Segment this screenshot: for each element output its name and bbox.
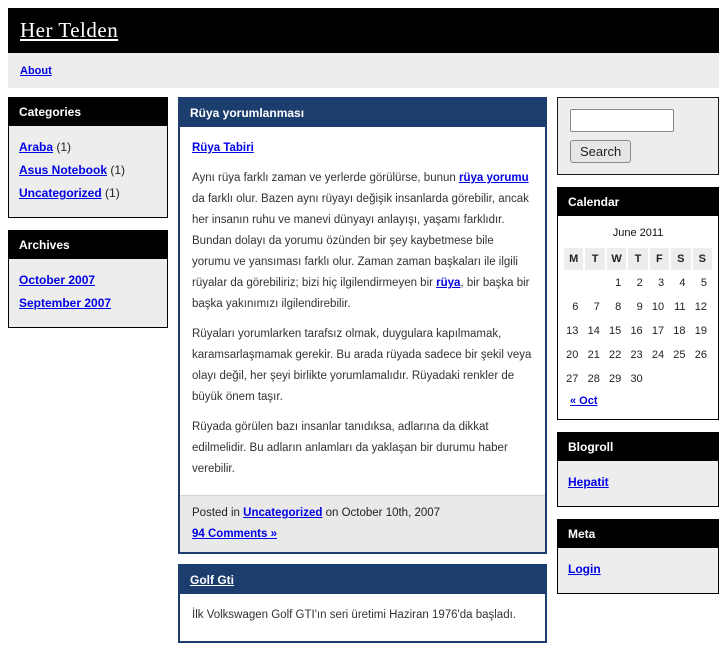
category-count: (1) [107,163,126,177]
calendar-day-cell: 19 [694,325,707,337]
blogroll-title: Blogroll [558,433,718,461]
blogroll-list [558,461,718,506]
calendar-day-cell: 5 [700,277,707,289]
calendar-title: Calendar [558,188,718,216]
post-intro-paragraph [192,138,533,159]
calendar-day-cell: 16 [630,325,643,337]
comments-line [192,524,533,545]
ruya-tabiri-link[interactable]: Rüya Tabiri [192,142,254,154]
calendar-day-cell: 2 [636,277,643,289]
categories-title: Categories [9,98,167,126]
calendar-footer [562,392,714,415]
calendar-day-cell: 30 [630,373,643,385]
calendar-day-cell: 17 [651,325,665,337]
post-paragraph-2: Rüyaları yorumlarken tarafsız olmak, duygulara kapılmamak, karamsarlaşmamak gerekir. Bu arada rüyada sadece bir şekil veya olayı değil, her şeyi birlikte yorumlamalıdır. Rüyadaki renkler de büyük önem taşır. [192,328,532,403]
category-count: (1) [101,186,120,200]
calendar-day-cell: 6 [572,301,579,313]
calendar-day-header: F [650,248,669,270]
calendar-day-header: T [585,248,604,270]
posted-in-line [192,503,533,524]
calendar-day-header: T [628,248,647,270]
calendar-day-header: S [671,248,690,270]
posted-date: on October 10th, 2007 [322,507,441,519]
calendar-day-cell: 23 [630,349,643,361]
archives-title: Archives [9,231,167,259]
archive-item [19,273,157,287]
calendar-week-row [564,296,712,318]
ruya-link[interactable]: rüya [436,277,461,289]
paragraph-text: da farklı olur. Bazen aynı rüyayı değişik insanlarda görebilir, ancak her insanın ruhu ve manevi dünyayı anlayışı, yaşamı farklıdır. Bundan dolayı da yorumu özünden bir şey kaybetmese bile yorumu ve yansıması farklı olur. Zaman zaman başkaları ile ilgili rüyalar da görebiliriz; bizi hiç ilgilendirmeyen bir [192,193,529,289]
archive-link-october-2007[interactable]: October 2007 [19,273,96,287]
blogroll-box [557,432,719,507]
calendar-day-cell [671,368,690,390]
content-columns [8,97,719,653]
site-title-link[interactable]: Her Telden [20,18,119,42]
calendar-day-header: M [564,248,583,270]
category-item [19,163,157,177]
calendar-prev-month-link[interactable]: « Oct [570,395,598,407]
calendar-day-cell: 22 [609,349,622,361]
ruya-yorumu-link[interactable]: rüya yorumu [458,172,529,184]
archive-item [19,296,157,310]
calendar-body [558,216,718,419]
post-title [180,566,545,594]
meta-item [568,562,708,576]
calendar-day-cell: 7 [593,301,600,313]
categories-list [9,126,167,217]
categories-box [8,97,168,218]
archive-link-september-2007[interactable]: September 2007 [19,296,112,310]
calendar-week-row [564,320,712,342]
calendar-week-row [564,344,712,366]
main-column [178,97,547,653]
calendar-day-cell: 14 [587,325,600,337]
meta-box [557,519,719,594]
site-header [8,8,719,53]
calendar-box [557,187,719,420]
calendar-day-cell: 27 [566,373,579,385]
left-sidebar [8,97,168,340]
paragraph-text: , bir başka bir başka yakınımızı ilgilendirebilir. [192,277,530,310]
calendar-day-cell: 4 [679,277,686,289]
comments-link[interactable]: 94 Comments » [192,528,278,540]
calendar-day-cell: 21 [587,349,600,361]
calendar-day-cell: 28 [587,373,600,385]
calendar-day-cell: 24 [651,349,665,361]
calendar-week-row [564,368,712,390]
search-button[interactable]: Search [570,140,631,163]
calendar-day-cell: 15 [609,325,622,337]
calendar-table [562,246,714,392]
post-paragraph-3: Rüyada görülen bazı insanlar tanıdıksa, adlarına da dikkat edilmelidir. Bu adların anlamları da yaklaşan bir durumu haber verebilir. [192,421,508,475]
calendar-day-cell [585,272,604,294]
post-footer [180,495,545,552]
calendar-caption: June 2011 [612,227,664,239]
calendar-day-cell: 1 [615,277,622,289]
calendar-week-row [564,272,712,294]
post-paragraph-1: İlk Volkswagen Golf GTI'ın seri üretimi Haziran 1976'da başladı. [192,609,516,621]
posted-category-link[interactable]: Uncategorized [243,507,323,519]
category-item [19,140,157,154]
calendar-day-cell: 3 [657,277,665,289]
calendar-day-cell: 26 [694,349,707,361]
calendar-day-cell [693,368,712,390]
calendar-day-cell: 29 [609,373,622,385]
calendar-day-cell: 20 [566,349,579,361]
nav-about-link[interactable]: About [20,64,52,77]
calendar-day-header: S [693,248,712,270]
category-link-asus-notebook[interactable]: Asus Notebook [19,163,108,177]
calendar-day-cell [650,368,669,390]
blogroll-item [568,475,708,489]
calendar-day-cell: 11 [674,301,686,313]
golf-gti-title-link[interactable]: Golf Gti [190,573,234,587]
calendar-day-cell: 8 [615,301,622,313]
meta-list [558,548,718,593]
post-title: Rüya yorumlanması [180,99,545,127]
blogroll-link-hepatit[interactable]: Hepatit [568,475,609,489]
post-golf-gti [178,564,547,643]
post-body [180,594,545,641]
right-sidebar [557,97,719,606]
paragraph-text: Aynı rüya farklı zaman ve yerlerde görülürse, bunun [192,172,459,184]
posted-prefix: Posted in [192,507,244,519]
calendar-day-header: W [607,248,626,270]
meta-title: Meta [558,520,718,548]
post-ruya-yorumlanmasi [178,97,547,554]
post-body [180,127,545,495]
calendar-day-header-row [564,248,712,270]
category-link-araba[interactable]: Araba [19,140,54,154]
category-count: (1) [53,140,72,154]
calendar-day-cell [564,272,583,294]
archives-list [9,259,167,327]
archives-box [8,230,168,328]
meta-link-login[interactable]: Login [568,562,601,576]
category-link-uncategorized[interactable]: Uncategorized [19,186,102,200]
search-box [557,97,719,175]
calendar-day-cell: 12 [694,301,707,313]
category-item [19,186,157,200]
calendar-day-cell: 25 [673,349,686,361]
calendar-day-cell: 9 [636,301,643,313]
post-paragraph-1 [192,168,533,315]
search-input[interactable] [570,109,674,132]
calendar-day-cell: 18 [673,325,686,337]
calendar-day-cell: 10 [651,301,665,313]
calendar-day-cell: 13 [566,325,579,337]
nav-bar [8,53,719,88]
